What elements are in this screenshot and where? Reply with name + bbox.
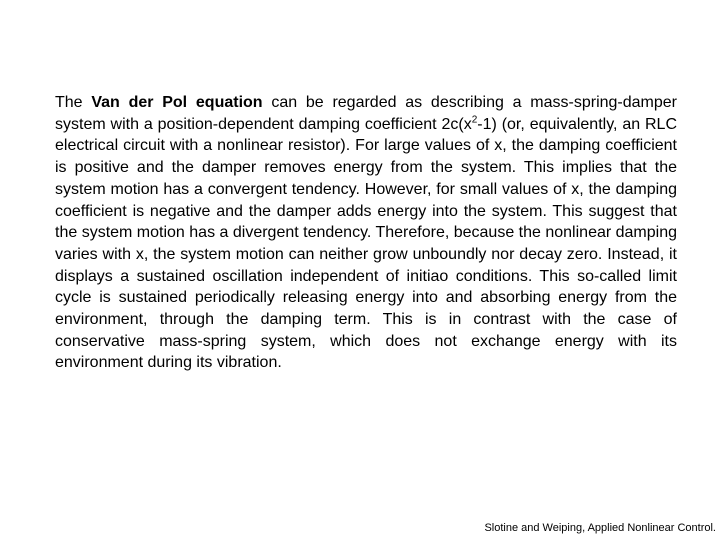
van-der-pol-term: Van der Pol equation <box>91 94 263 111</box>
squared-exponent: 2 <box>471 114 478 126</box>
paragraph-part-2: -1) (or, equivalently, an RLC electrical circuit with a nonlinear resistor). For large values of x, the damping coefficient is positive and the damper removes energy from the system. This implies that the system motion has a convergent tendency. However, for small values of x, the damping coefficient is negative and the damper adds energy into the system. This suggest that the system motion has a divergent tendency. Therefore, because the nonlinear damping varies with x, the system motion can neither grow unboundly nor decay zero. Instead, it displays a sustained oscillation independent of initiao conditions. This so-called limit cycle is sustained periodically releasing energy into and absorbing energy from the environment, through the damping term. This is in contrast with the case of conservative mass-spring system, which does not exchange energy with its environment during its vibration. <box>55 115 678 372</box>
body-paragraph <box>55 92 677 374</box>
paragraph-part-1: can be regarded as describing a mass-spring-damper system with a position-dependent damping coefficient 2c(x <box>55 94 678 133</box>
paragraph-intro: The <box>55 94 92 111</box>
citation: Slotine and Weiping, Applied Nonlinear Control. <box>484 522 716 534</box>
